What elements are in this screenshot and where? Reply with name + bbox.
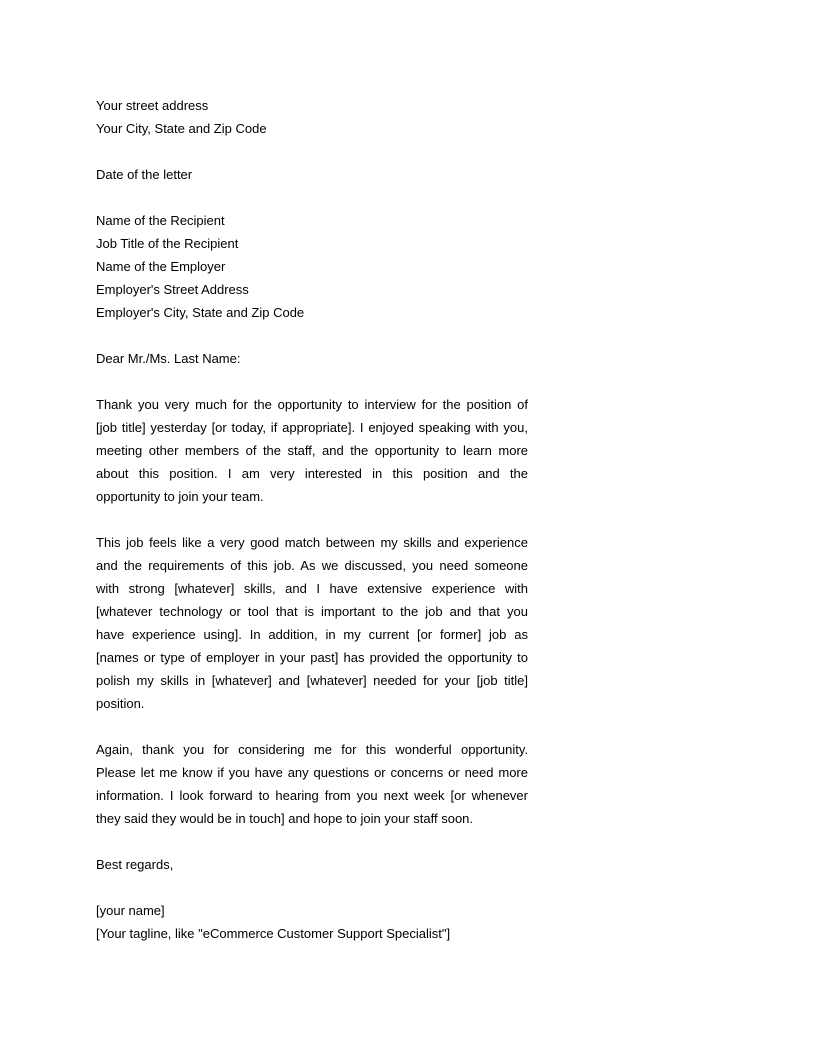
date-line: Date of the letter xyxy=(96,167,193,182)
paragraph-line: Thank you very much for the opportunity to interview for the position of xyxy=(96,397,528,412)
paragraph-line: have experience using]. In addition, in my current [or former] job as xyxy=(96,627,528,642)
signature-name: [your name] xyxy=(96,903,165,918)
closing xyxy=(96,853,528,876)
signature-block xyxy=(96,899,528,945)
sender-street: Your street address xyxy=(96,98,209,113)
letter-date xyxy=(96,163,528,186)
sender-address xyxy=(96,94,528,140)
paragraph-line: with strong [whatever] skills, and I have extensive experience with xyxy=(96,581,528,596)
body-paragraph-1 xyxy=(96,393,528,508)
salutation xyxy=(96,347,528,370)
paragraph-line: and the requirements of this job. As we discussed, you need someone xyxy=(96,558,528,573)
body-paragraph-3 xyxy=(96,738,528,830)
paragraph-line: This job feels like a very good match between my skills and experience xyxy=(96,535,528,550)
paragraph-line: polish my skills in [whatever] and [whatever] needed for your [job title] xyxy=(96,673,528,688)
paragraph-line: opportunity to join your team. xyxy=(96,489,264,504)
recipient-city-state-zip: Employer's City, State and Zip Code xyxy=(96,305,305,320)
paragraph-line: [names or type of employer in your past] has provided the opportunity to xyxy=(96,650,528,665)
letter-page xyxy=(96,94,528,945)
paragraph-line: meeting other members of the staff, and the opportunity to learn more xyxy=(96,443,528,458)
recipient-street: Employer's Street Address xyxy=(96,282,249,297)
paragraph-line: Again, thank you for considering me for this wonderful opportunity. xyxy=(96,742,528,757)
paragraph-line: [whatever technology or tool that is important to the job and that you xyxy=(96,604,528,619)
paragraph-line: [job title] yesterday [or today, if appropriate]. I enjoyed speaking with you, xyxy=(96,420,528,435)
recipient-name: Name of the Recipient xyxy=(96,213,225,228)
paragraph-line: Please let me know if you have any questions or concerns or need more xyxy=(96,765,528,780)
paragraph-line: information. I look forward to hearing from you next week [or whenever xyxy=(96,788,528,803)
body-paragraph-2 xyxy=(96,531,528,715)
paragraph-line: about this position. I am very interested in this position and the xyxy=(96,466,528,481)
recipient-address xyxy=(96,209,528,324)
recipient-employer: Name of the Employer xyxy=(96,259,226,274)
recipient-job-title: Job Title of the Recipient xyxy=(96,236,239,251)
paragraph-line: they said they would be in touch] and hope to join your staff soon. xyxy=(96,811,474,826)
salutation-line: Dear Mr./Ms. Last Name: xyxy=(96,351,241,366)
sender-city-state-zip: Your City, State and Zip Code xyxy=(96,121,267,136)
closing-line: Best regards, xyxy=(96,857,174,872)
signature-tagline: [Your tagline, like "eCommerce Customer Support Specialist"] xyxy=(96,926,451,941)
paragraph-line: position. xyxy=(96,696,145,711)
